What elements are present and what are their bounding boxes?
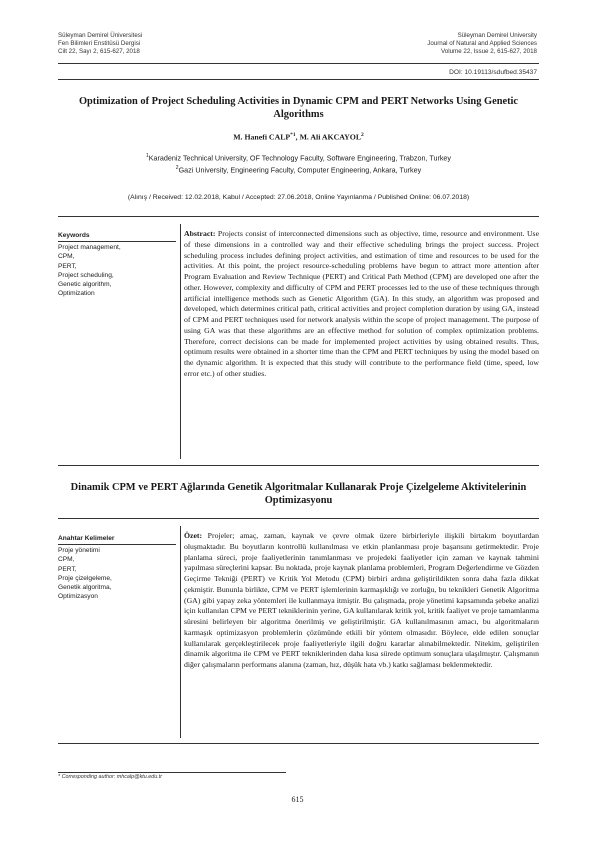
- author-affil-mark: 2: [361, 132, 364, 138]
- keyword-item: CPM,: [58, 556, 75, 564]
- keyword-item: PERT,: [58, 565, 77, 573]
- affiliations: [58, 151, 539, 176]
- author-affil-mark: *1: [290, 132, 296, 138]
- author-name: M. Ali AKCAYOL: [299, 132, 362, 142]
- abstract-bottom-divider: [58, 465, 539, 466]
- header-line: Cilt 22, Sayı 2, 615-627, 2018: [58, 48, 140, 55]
- abstract-top-divider: [58, 216, 539, 217]
- header-line: Süleyman Demirel Üniversitesi: [58, 32, 143, 39]
- keyword-item: Project scheduling,: [58, 271, 114, 279]
- keyword-item: Project management,: [58, 244, 121, 252]
- keyword-item: Optimization: [58, 290, 95, 298]
- affiliation-mark: 1: [145, 153, 149, 159]
- keywords-heading: Keywords: [58, 231, 176, 242]
- header-divider: [58, 63, 539, 64]
- abstract-text: Projeler; amaç, zaman, kaynak ve çevre olmak üzere birbirleriyle ilişkili birtakım boyutlardan oluşmaktadır. Bu boyutların kontrollü kullanılması ve etkin planlanması proje başarısını getirmektedir. Proje planlama süreci, proje faaliyetlerinin tanımlanması ve projedeki faaliyetler için zaman ve kaynak tahmini yapılması süreçlerini kapsar. Bu noktada, proje kaynak planlama problemleri, Program Değerlendirme ve Gözden Geçirme Tekniği (PERT) ve Kritik Yol Metodu (CPM) birbiri ardına geliştirildikten sonra daha fazla dikkat çekmiştir. Bununla birlikte, CPM ve PERT işlemlerinin karmaşıklığı ve zorluğu, bu teknikleri Genetik Algoritma (GA) gibi yapay zeka yöntemleri ile kullanmaya itmiştir. Bu çalışmada, proje yönetimi kapsamında şebeke analizi için kullanılan CPM ve PERT tekniklerinin yerine, GA kullanılarak kritik yol, kritik faaliyet ve proje tamamlanma süresini belirleyen bir algoritma önerilmiş ve geliştirilmiştir. GA kullanılmasının amacı, bu algoritmaların karmaşık optimizasyon problemlerin çözümünde etkili bir yöntem olmasıdır. Böylece, elde edilen sonuçlar kullanılarak gerçekleştirilecek proje faaliyetleriyle ilgili doğru kararlar alınabilmektedir. Nitekim, geliştirilen dinamik algoritma ile CPM ve PERT tekniklerinden daha kısa sürede optimum sonuçlara ulaşılmıştır. Çalışmanın diğer çalışmaların performans alanına (zaman, hız, düşük hata vb.) katkı sağlaması beklenmektedir.: [184, 531, 539, 669]
- keyword-item: PERT,: [58, 262, 77, 270]
- paper-title-tr: Dinamik CPM ve PERT Ağlarında Genetik Algoritmalar Kullanarak Proje Çizelgeleme Aktivitelerinin Optimizasyonu: [70, 482, 527, 506]
- abstract-en-separator: [180, 224, 181, 459]
- affiliation: [58, 163, 539, 175]
- abstract-label: Özet:: [184, 531, 203, 540]
- header-line: Süleyman Demirel University: [457, 32, 537, 39]
- abstract-label: Abstract:: [184, 229, 216, 238]
- page-number: 615: [291, 795, 304, 804]
- keyword-item: CPM,: [58, 253, 75, 261]
- keyword-item: Optimizasyon: [58, 593, 98, 601]
- ozet-bottom-divider: [58, 743, 539, 744]
- corresponding-author-footnote: * Corresponding author: mhcalp@ktu.edu.tr: [58, 774, 163, 780]
- affiliation-text: Gazi University, Engineering Faculty, Computer Engineering, Ankara, Turkey: [178, 165, 422, 175]
- header-line: Volume 22, Issue 2, 615-627, 2018: [441, 48, 537, 55]
- submission-dates: (Alınış / Received: 12.02.2018, Kabul / Accepted: 27.06.2018, Online Yayınlanma / Published Online: 06.07.2018): [127, 194, 470, 201]
- header-line: Journal of Natural and Applied Sciences: [427, 40, 537, 47]
- author-separator: ,: [295, 132, 300, 142]
- author-name: M. Hanefi CALP: [233, 132, 291, 142]
- abstract-en: [184, 229, 539, 380]
- affiliation: [58, 151, 539, 163]
- journal-header-en: [317, 32, 537, 56]
- keywords-en: [58, 231, 176, 298]
- keyword-item: Proje çizelgeleme,: [58, 574, 112, 582]
- ozet-top-divider: [58, 518, 539, 519]
- keyword-item: Genetic algorithm,: [58, 281, 112, 289]
- journal-header-tr: [58, 32, 278, 56]
- abstract-text: Projects consist of interconnected dimensions such as objective, time, resource and environment. Use of these dimensions in a controlled way and their effective scheduling brings the project success. Project scheduling process includes defining project activities, and estimation of time and resources to be used for the activities. At this point, the project resource-scheduling problems have begun to attract more attention after Program Evaluation and Review Technique (PERT) and Critical Path Method (CPM) are developed one after the other. However, complexity and difficulty of CPM and PERT processes led to the use of these techniques through artificial intelligence methods such as Genetic Algorithm (GA). In this study, an algorithm was proposed and developed, which determines critical path, critical activities and project completion duration by using GA, instead of CPM and PERT techniques used for network analysis within the scope of project management. The purpose of using GA was that these algorithms are an effective method for solution of complex optimization problems. Therefore, correct decisions can be made for implemented project activities by using obtained results. Thus, optimum results were obtained in a shorter time than the CPM and PERT techniques by using the model based on the dynamic algorithm. It is expected that this study will contribute to the performance field (time, speed, low error etc.) of other studies.: [184, 229, 540, 378]
- affiliation-text: Karadeniz Technical University, OF Technology Faculty, Software Engineering, Trabzon, Turkey: [148, 153, 452, 163]
- author-list: [58, 132, 539, 142]
- footnote-divider: [58, 772, 286, 773]
- keyword-item: Proje yönetimi: [58, 547, 100, 555]
- keywords-tr: [58, 534, 176, 601]
- abstract-tr-separator: [180, 526, 181, 738]
- keywords-heading: Anahtar Kelimeler: [58, 534, 176, 545]
- abstract-tr: [184, 531, 539, 671]
- affiliation-mark: 2: [175, 165, 179, 172]
- paper-title-en: Optimization of Project Scheduling Activities in Dynamic CPM and PERT Networks Using Genetic Algorithms: [78, 96, 519, 120]
- doi-divider: [58, 79, 539, 80]
- header-line: Fen Bilimleri Enstitüsü Dergisi: [58, 40, 141, 47]
- doi-link[interactable]: DOI: 10.19113/sdufbed.35437: [449, 69, 537, 76]
- keyword-item: Genetik algoritma,: [58, 584, 112, 592]
